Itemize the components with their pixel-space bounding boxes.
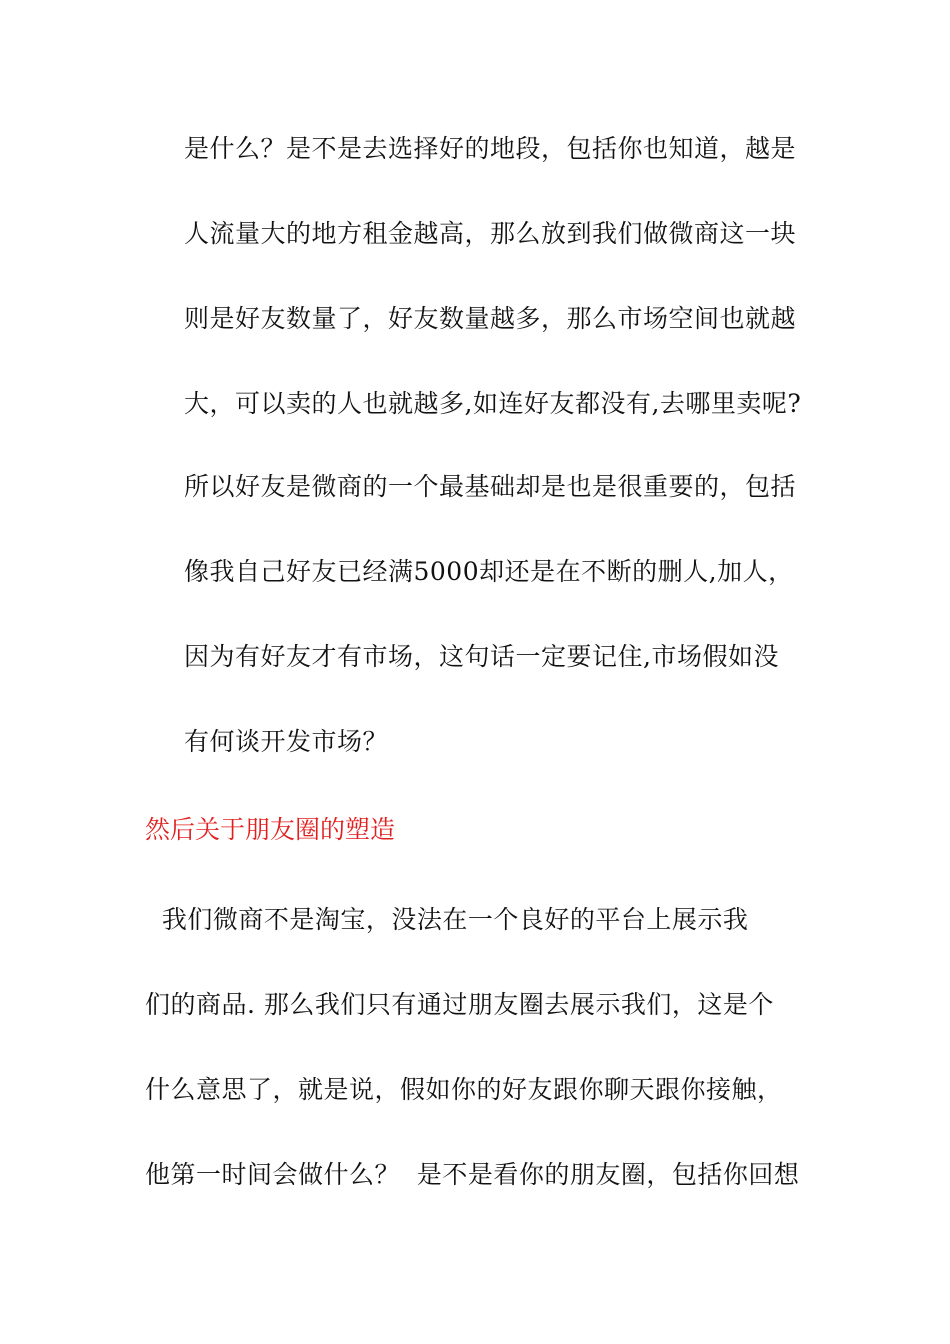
paragraph-line: 所以好友是微商的一个最基础却是也是很重要的，包括 bbox=[184, 472, 797, 501]
paragraph-line: 因为有好友才有市场，这句话一定要记住,市场假如没 bbox=[184, 642, 779, 671]
paragraph-line: 人流量大的地方租金越高，那么放到我们做微商这一块 bbox=[184, 219, 797, 248]
paragraph-line: 则是好友数量了，好友数量越多，那么市场空间也就越 bbox=[184, 304, 797, 333]
paragraph-line: 我们微商不是淘宝，没法在一个良好的平台上展示我 bbox=[145, 905, 749, 934]
paragraph-line: 有何谈开发市场？ bbox=[184, 727, 389, 756]
section-heading: 然后关于朋友圈的塑造 bbox=[145, 815, 396, 844]
paragraph-line: 什么意思了，就是说，假如你的好友跟你聊天跟你接触， bbox=[145, 1075, 783, 1104]
paragraph-line: 他第一时间会做什么？ 是不是看你的朋友圈，包括你回想 bbox=[145, 1160, 800, 1189]
paragraph-line: 像我自己好友已经满5000却还是在不断的删人,加人， bbox=[184, 557, 794, 586]
paragraph-line: 大，可以卖的人也就越多,如连好友都没有,去哪里卖呢? bbox=[184, 389, 802, 418]
paragraph-line: 是什么？是不是去选择好的地段，包括你也知道，越是 bbox=[184, 134, 797, 163]
paragraph-line: 们的商品. 那么我们只有通过朋友圈去展示我们，这是个 bbox=[145, 990, 774, 1019]
